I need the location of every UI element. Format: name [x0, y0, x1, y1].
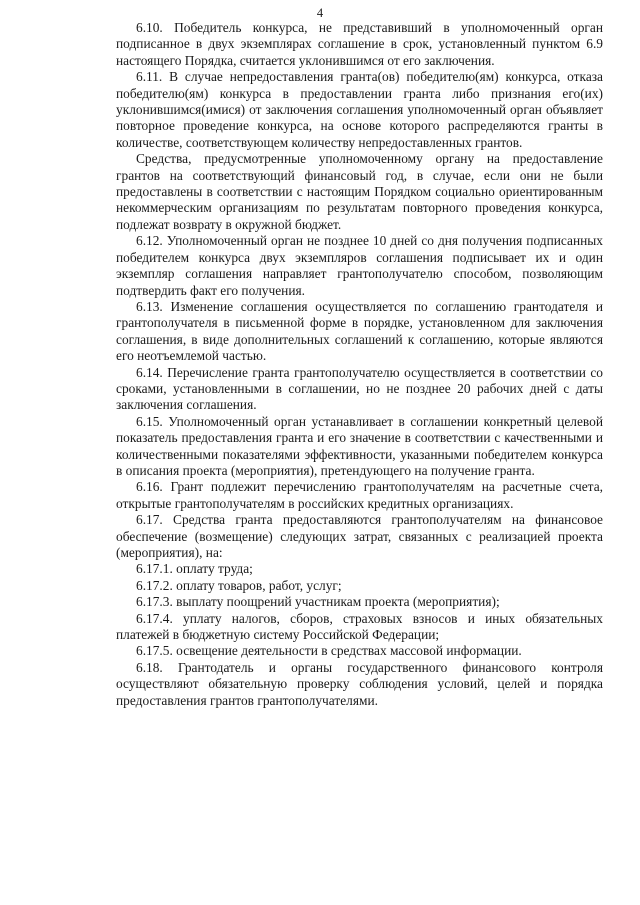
paragraph: 6.16. Грант подлежит перечислению грантополучателям на расчетные счета, открытые грантополучателям в российских кредитных организациях.	[116, 479, 603, 511]
paragraph: 6.17.1. оплату труда;	[136, 561, 253, 577]
paragraph: 6.18. Грантодатель и органы государственного финансового контроля осуществляют обязательную проверку соблюдения условий, целей и порядка предоставления грантов грантополучателями.	[116, 659, 603, 708]
document-body	[116, 20, 603, 709]
paragraph: 6.17.4. уплату налогов, сборов, страховых взносов и иных обязательных платежей в бюджетную систему Российской Федерации;	[116, 610, 603, 643]
paragraph: 6.17.5. освещение деятельности в средствах массовой информации.	[136, 643, 522, 659]
paragraph: 6.17.2. оплату товаров, работ, услуг;	[136, 577, 342, 593]
paragraph: 6.17. Средства гранта предоставляются грантополучателям на финансовое обеспечение (возмещение) следующих затрат, связанных с реализацией проекта (мероприятия), на:	[116, 512, 603, 560]
paragraph: 6.11. В случае непредоставления гранта(ов) победителю(ям) конкурса, отказа победителю(ям) конкурса в предоставлении гранта либо признания его(их) уклонившимся(имися) от заключения соглашения уполномоченный орган объявляет повторное проведение конкурса, на основе которого распределяются гранты в количестве, соответствующем количеству непредоставленных грантов.	[116, 69, 603, 150]
paragraph: 6.12. Уполномоченный орган не позднее 10 дней со дня получения подписанных победителем конкурса двух экземпляров соглашения подписывает их и один экземпляр соглашения направляет грантополучателю способом, позволяющим подтвердить факт его получения.	[116, 233, 603, 298]
paragraph: 6.14. Перечисление гранта грантополучателю осуществляется в соответствии со сроками, установленными в соглашении, но не позднее 20 рабочих дней с даты заключения соглашения.	[116, 364, 603, 413]
paragraph: Средства, предусмотренные уполномоченному органу на предоставление грантов на соответствующий финансовый год, в случае, если они не были предоставлены в соответствии с настоящим Порядком социально ориентированным некоммерческим организациям по результатам повторного проведения конкурса, подлежат возврату в окружной бюджет.	[116, 151, 603, 232]
paragraph: 6.10. Победитель конкурса, не представивший в уполномоченный орган подписанное в двух экземплярах соглашение в срок, установленный пунктом 6.9 настоящего Порядка, считается уклонившимся от его заключения.	[116, 20, 603, 68]
page-number: 4	[316, 6, 324, 20]
paragraph: 6.13. Изменение соглашения осуществляется по соглашению грантодателя и грантополучателя в письменной форме в порядке, установленном для заключения соглашения, в виде дополнительных соглашений к соглашению, которые являются его неотъемлемой частью.	[116, 298, 603, 364]
paragraph: 6.15. Уполномоченный орган устанавливает в соглашении конкретный целевой показатель предоставления гранта и его значение в соответствии с качественными и количественными показателями эффективности, указанными победителем конкурса в описания проекта (мероприятия), претендующего на получение гранта.	[116, 413, 603, 478]
paragraph: 6.17.3. выплату поощрений участникам проекта (мероприятия);	[136, 594, 500, 610]
